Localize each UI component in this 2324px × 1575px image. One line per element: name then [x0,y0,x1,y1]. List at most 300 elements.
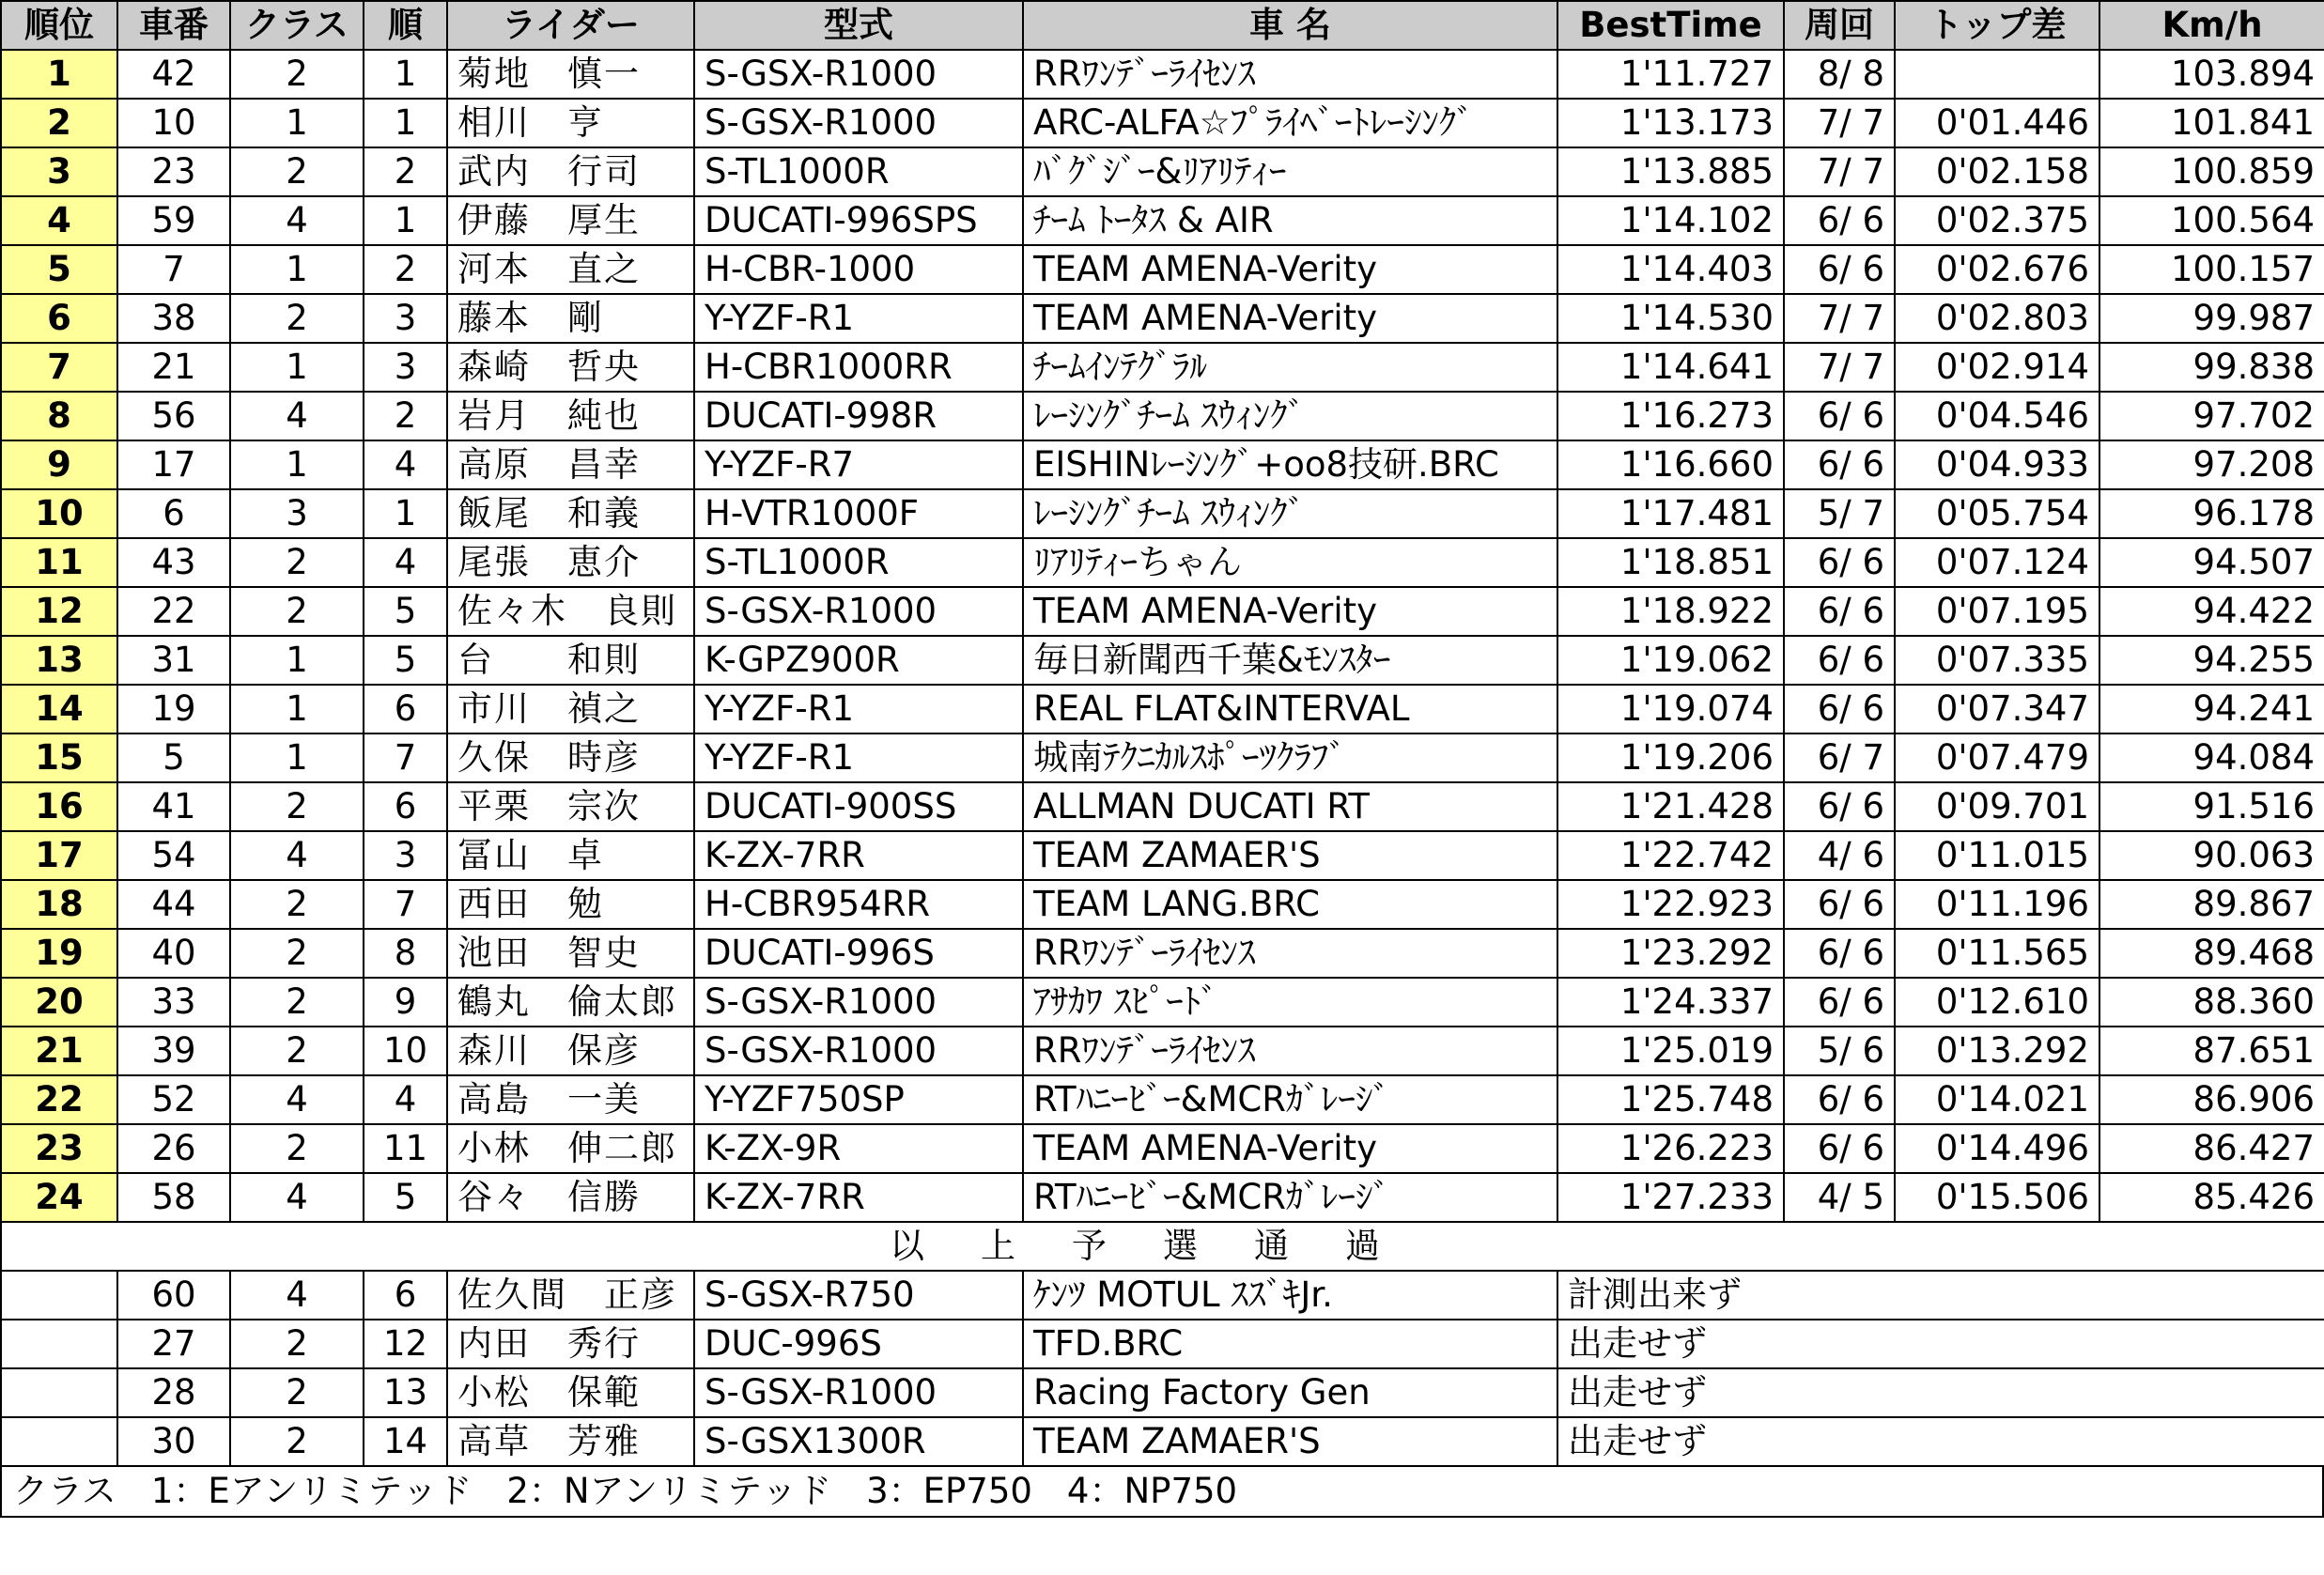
top-gap-cell: 0'07.124 [1895,538,2099,587]
table-row [1,636,2324,685]
table-row [1,831,2324,880]
model-cell: H-VTR1000F [694,489,1023,538]
table-row [1,50,2324,99]
speed-cell: 89.468 [2099,929,2324,978]
table-row [1,1124,2324,1173]
laps-cell: 7/ 7 [1784,99,1895,147]
top-gap-cell: 0'07.195 [1895,587,2099,636]
top-gap-cell: 0'02.803 [1895,294,2099,343]
laps-cell: 6/ 6 [1784,587,1895,636]
laps-cell: 6/ 6 [1784,978,1895,1027]
laps-cell: 7/ 7 [1784,147,1895,196]
laps-cell: 6/ 6 [1784,440,1895,489]
laps-cell: 6/ 6 [1784,685,1895,733]
team-cell: TEAM ZAMAER'S [1023,831,1557,880]
order-cell: 4 [364,1075,447,1124]
top-gap-cell: 0'14.496 [1895,1124,2099,1173]
model-cell: S-GSX-R1000 [694,99,1023,147]
class-cell: 2 [230,587,364,636]
speed-cell: 101.841 [2099,99,2324,147]
laps-cell: 6/ 6 [1784,196,1895,245]
speed-cell: 85.426 [2099,1173,2324,1222]
best-time-cell: 1'19.074 [1557,685,1784,733]
non-qualified-row [1,1368,2324,1417]
top-gap-cell: 0'07.335 [1895,636,2099,685]
speed-cell: 88.360 [2099,978,2324,1027]
position-cell: 12 [1,587,117,636]
laps-cell: 6/ 6 [1784,1124,1895,1173]
rider-cell: 佐久間 正彦 [447,1271,694,1320]
model-cell: DUCATI-996SPS [694,196,1023,245]
model-cell: Y-YZF-R1 [694,733,1023,782]
speed-cell: 97.208 [2099,440,2324,489]
rider-cell: 台 和則 [447,636,694,685]
model-cell: DUCATI-900SS [694,782,1023,831]
model-cell: K-ZX-9R [694,1124,1023,1173]
number-cell: 21 [117,343,230,392]
position-cell: 9 [1,440,117,489]
rider-cell: 小林 伸二郎 [447,1124,694,1173]
team-cell: ﾘｱﾘﾃｨｰちゃん [1023,538,1557,587]
model-cell: K-ZX-7RR [694,1173,1023,1222]
rider-cell: 内田 秀行 [447,1320,694,1368]
speed-cell: 94.084 [2099,733,2324,782]
top-gap-cell: 0'15.506 [1895,1173,2099,1222]
model-cell: H-CBR954RR [694,880,1023,929]
rider-cell: 市川 禎之 [447,685,694,733]
rider-cell: 高原 昌幸 [447,440,694,489]
rider-cell: 西田 勉 [447,880,694,929]
header-row [1,1,2324,50]
position-cell: 10 [1,489,117,538]
position-cell-empty [1,1271,117,1320]
team-cell: TEAM AMENA-Verity [1023,245,1557,294]
top-gap-cell: 0'07.347 [1895,685,2099,733]
class-cell: 1 [230,245,364,294]
top-gap-cell: 0'02.375 [1895,196,2099,245]
rider-cell: 池田 智史 [447,929,694,978]
position-cell: 13 [1,636,117,685]
qualified-banner-row [1,1222,2324,1271]
class-cell: 1 [230,343,364,392]
model-cell: S-GSX1300R [694,1417,1023,1466]
best-time-cell: 1'19.206 [1557,733,1784,782]
number-cell: 27 [117,1320,230,1368]
class-cell: 1 [230,685,364,733]
table-row [1,245,2324,294]
top-gap-cell: 0'11.015 [1895,831,2099,880]
header-number: 車番 [117,1,230,50]
team-cell: TEAM LANG.BRC [1023,880,1557,929]
number-cell: 43 [117,538,230,587]
status-note-cell: 出走せず [1557,1320,2324,1368]
class-legend: クラス 1：Eアンリミテッド 2：Nアンリミテッド 3：EP750 4：NP750 [0,1467,2324,1518]
table-row [1,685,2324,733]
top-gap-cell: 0'14.021 [1895,1075,2099,1124]
order-cell: 7 [364,733,447,782]
model-cell: DUCATI-996S [694,929,1023,978]
position-cell: 8 [1,392,117,440]
model-cell: S-GSX-R1000 [694,587,1023,636]
laps-cell: 6/ 6 [1784,538,1895,587]
number-cell: 7 [117,245,230,294]
laps-cell: 6/ 7 [1784,733,1895,782]
team-cell: ﾚｰｼﾝｸﾞﾁｰﾑ ｽｳｨﾝｸﾞ [1023,392,1557,440]
position-cell: 5 [1,245,117,294]
position-cell: 4 [1,196,117,245]
order-cell: 3 [364,294,447,343]
class-cell: 2 [230,1417,364,1466]
class-cell: 2 [230,538,364,587]
order-cell: 12 [364,1320,447,1368]
team-cell: ARC-ALFA☆ﾌﾟﾗｲﾍﾞｰﾄﾚｰｼﾝｸﾞ [1023,99,1557,147]
order-cell: 4 [364,440,447,489]
header-order: 順 [364,1,447,50]
table-row [1,1173,2324,1222]
top-gap-cell: 0'11.565 [1895,929,2099,978]
position-cell: 20 [1,978,117,1027]
team-cell: ｹﾝﾂ MOTUL ｽｽﾞｷJr. [1023,1271,1557,1320]
top-gap-cell: 0'09.701 [1895,782,2099,831]
non-qualified-row [1,1417,2324,1466]
number-cell: 23 [117,147,230,196]
model-cell: DUCATI-998R [694,392,1023,440]
team-cell: Racing Factory Gen [1023,1368,1557,1417]
class-cell: 3 [230,489,364,538]
number-cell: 54 [117,831,230,880]
number-cell: 41 [117,782,230,831]
top-gap-cell [1895,50,2099,99]
class-cell: 2 [230,782,364,831]
best-time-cell: 1'16.273 [1557,392,1784,440]
top-gap-cell: 0'01.446 [1895,99,2099,147]
speed-cell: 94.241 [2099,685,2324,733]
top-gap-cell: 0'02.158 [1895,147,2099,196]
order-cell: 5 [364,636,447,685]
number-cell: 26 [117,1124,230,1173]
rider-cell: 河本 直之 [447,245,694,294]
team-cell: TEAM AMENA-Verity [1023,587,1557,636]
model-cell: DUC-996S [694,1320,1023,1368]
status-note-cell: 出走せず [1557,1417,2324,1466]
rider-cell: 小松 保範 [447,1368,694,1417]
number-cell: 59 [117,196,230,245]
order-cell: 5 [364,1173,447,1222]
class-cell: 2 [230,294,364,343]
speed-cell: 86.427 [2099,1124,2324,1173]
class-cell: 2 [230,929,364,978]
speed-cell: 96.178 [2099,489,2324,538]
top-gap-cell: 0'13.292 [1895,1027,2099,1075]
team-cell: 毎日新聞西千葉&ﾓﾝｽﾀｰ [1023,636,1557,685]
class-cell: 2 [230,50,364,99]
qualified-banner: 以上予選通過 [1,1222,2324,1271]
rider-cell: 佐々木 良則 [447,587,694,636]
best-time-cell: 1'13.885 [1557,147,1784,196]
number-cell: 56 [117,392,230,440]
number-cell: 58 [117,1173,230,1222]
top-gap-cell: 0'12.610 [1895,978,2099,1027]
class-cell: 4 [230,1075,364,1124]
rider-cell: 武内 行司 [447,147,694,196]
rider-cell: 平栗 宗次 [447,782,694,831]
speed-cell: 99.838 [2099,343,2324,392]
team-cell: ALLMAN DUCATI RT [1023,782,1557,831]
speed-cell: 86.906 [2099,1075,2324,1124]
laps-cell: 6/ 6 [1784,245,1895,294]
order-cell: 1 [364,489,447,538]
table-row [1,1075,2324,1124]
top-gap-cell: 0'04.546 [1895,392,2099,440]
best-time-cell: 1'13.173 [1557,99,1784,147]
team-cell: TFD.BRC [1023,1320,1557,1368]
top-gap-cell: 0'02.676 [1895,245,2099,294]
team-cell: RTﾊﾆｰﾋﾞｰ&MCRｶﾞﾚｰｼﾞ [1023,1075,1557,1124]
position-cell: 14 [1,685,117,733]
position-cell: 15 [1,733,117,782]
number-cell: 22 [117,587,230,636]
order-cell: 1 [364,50,447,99]
rider-cell: 森崎 哲央 [447,343,694,392]
model-cell: S-GSX-R1000 [694,1027,1023,1075]
class-cell: 2 [230,1027,364,1075]
speed-cell: 94.422 [2099,587,2324,636]
position-cell: 1 [1,50,117,99]
table-row [1,196,2324,245]
laps-cell: 4/ 5 [1784,1173,1895,1222]
best-time-cell: 1'18.851 [1557,538,1784,587]
non-qualified-row [1,1271,2324,1320]
best-time-cell: 1'22.742 [1557,831,1784,880]
order-cell: 11 [364,1124,447,1173]
laps-cell: 6/ 6 [1784,929,1895,978]
order-cell: 2 [364,392,447,440]
best-time-cell: 1'14.530 [1557,294,1784,343]
rider-cell: 冨山 卓 [447,831,694,880]
team-cell: 城南ﾃｸﾆｶﾙｽﾎﾟｰﾂｸﾗﾌﾞ [1023,733,1557,782]
order-cell: 3 [364,831,447,880]
laps-cell: 6/ 6 [1784,392,1895,440]
team-cell: RRﾜﾝﾃﾞｰﾗｲｾﾝｽ [1023,50,1557,99]
table-row [1,294,2324,343]
best-time-cell: 1'26.223 [1557,1124,1784,1173]
laps-cell: 7/ 7 [1784,343,1895,392]
best-time-cell: 1'21.428 [1557,782,1784,831]
class-cell: 1 [230,636,364,685]
number-cell: 5 [117,733,230,782]
best-time-cell: 1'24.337 [1557,978,1784,1027]
table-row [1,343,2324,392]
laps-cell: 7/ 7 [1784,294,1895,343]
class-cell: 2 [230,147,364,196]
order-cell: 2 [364,147,447,196]
number-cell: 17 [117,440,230,489]
model-cell: S-GSX-R750 [694,1271,1023,1320]
rider-cell: 森川 保彦 [447,1027,694,1075]
order-cell: 1 [364,99,447,147]
rider-cell: 伊藤 厚生 [447,196,694,245]
class-cell: 2 [230,1124,364,1173]
position-cell: 17 [1,831,117,880]
position-cell: 2 [1,99,117,147]
class-cell: 4 [230,831,364,880]
class-cell: 1 [230,733,364,782]
best-time-cell: 1'22.923 [1557,880,1784,929]
status-note-cell: 計測出来ず [1557,1271,2324,1320]
position-cell: 23 [1,1124,117,1173]
class-cell: 4 [230,1271,364,1320]
table-row [1,147,2324,196]
number-cell: 39 [117,1027,230,1075]
laps-cell: 4/ 6 [1784,831,1895,880]
table-row [1,538,2324,587]
top-gap-cell: 0'02.914 [1895,343,2099,392]
speed-cell: 87.651 [2099,1027,2324,1075]
header-laps: 周回 [1784,1,1895,50]
order-cell: 4 [364,538,447,587]
position-cell: 16 [1,782,117,831]
order-cell: 10 [364,1027,447,1075]
header-rider: ライダー [447,1,694,50]
speed-cell: 99.987 [2099,294,2324,343]
header-position: 順位 [1,1,117,50]
position-cell: 11 [1,538,117,587]
status-note-cell: 出走せず [1557,1368,2324,1417]
best-time-cell: 1'25.019 [1557,1027,1784,1075]
order-cell: 6 [364,782,447,831]
team-cell: TEAM ZAMAER'S [1023,1417,1557,1466]
model-cell: S-GSX-R1000 [694,50,1023,99]
laps-cell: 6/ 6 [1784,1075,1895,1124]
speed-cell: 94.507 [2099,538,2324,587]
rider-cell: 高島 一美 [447,1075,694,1124]
number-cell: 6 [117,489,230,538]
header-speed: Km/h [2099,1,2324,50]
best-time-cell: 1'16.660 [1557,440,1784,489]
header-class: クラス [230,1,364,50]
table-row [1,587,2324,636]
rider-cell: 鶴丸 倫太郎 [447,978,694,1027]
rider-cell: 谷々 信勝 [447,1173,694,1222]
results-body [1,50,2324,1466]
number-cell: 38 [117,294,230,343]
order-cell: 14 [364,1417,447,1466]
class-cell: 1 [230,440,364,489]
top-gap-cell: 0'04.933 [1895,440,2099,489]
rider-cell: 尾張 恵介 [447,538,694,587]
model-cell: S-TL1000R [694,538,1023,587]
laps-cell: 6/ 6 [1784,636,1895,685]
number-cell: 30 [117,1417,230,1466]
class-cell: 1 [230,99,364,147]
class-cell: 4 [230,196,364,245]
rider-cell: 藤本 剛 [447,294,694,343]
table-row [1,733,2324,782]
team-cell: RTﾊﾆｰﾋﾞｰ&MCRｶﾞﾚｰｼﾞ [1023,1173,1557,1222]
order-cell: 5 [364,587,447,636]
top-gap-cell: 0'05.754 [1895,489,2099,538]
speed-cell: 103.894 [2099,50,2324,99]
laps-cell: 8/ 8 [1784,50,1895,99]
speed-cell: 90.063 [2099,831,2324,880]
rider-cell: 久保 時彦 [447,733,694,782]
header-top-gap: トップ差 [1895,1,2099,50]
best-time-cell: 1'14.641 [1557,343,1784,392]
best-time-cell: 1'19.062 [1557,636,1784,685]
order-cell: 6 [364,685,447,733]
table-row [1,1027,2324,1075]
model-cell: H-CBR-1000 [694,245,1023,294]
speed-cell: 89.867 [2099,880,2324,929]
model-cell: H-CBR1000RR [694,343,1023,392]
number-cell: 42 [117,50,230,99]
position-cell: 6 [1,294,117,343]
class-cell: 4 [230,392,364,440]
best-time-cell: 1'11.727 [1557,50,1784,99]
order-cell: 2 [364,245,447,294]
rider-cell: 相川 亨 [447,99,694,147]
class-cell: 2 [230,1320,364,1368]
model-cell: S-GSX-R1000 [694,978,1023,1027]
top-gap-cell: 0'07.479 [1895,733,2099,782]
team-cell: ﾊﾞｸﾞｼﾞｰ&ﾘｱﾘﾃｨｰ [1023,147,1557,196]
header-team: 車 名 [1023,1,1557,50]
top-gap-cell: 0'11.196 [1895,880,2099,929]
table-row [1,782,2324,831]
order-cell: 9 [364,978,447,1027]
number-cell: 44 [117,880,230,929]
number-cell: 31 [117,636,230,685]
team-cell: RRﾜﾝﾃﾞｰﾗｲｾﾝｽ [1023,929,1557,978]
model-cell: S-GSX-R1000 [694,1368,1023,1417]
class-cell: 2 [230,880,364,929]
laps-cell: 5/ 7 [1784,489,1895,538]
team-cell: TEAM AMENA-Verity [1023,294,1557,343]
table-row [1,880,2324,929]
speed-cell: 91.516 [2099,782,2324,831]
speed-cell: 100.859 [2099,147,2324,196]
number-cell: 60 [117,1271,230,1320]
table-row [1,440,2324,489]
order-cell: 3 [364,343,447,392]
rider-cell: 岩月 純也 [447,392,694,440]
order-cell: 13 [364,1368,447,1417]
number-cell: 33 [117,978,230,1027]
speed-cell: 100.157 [2099,245,2324,294]
position-cell: 7 [1,343,117,392]
class-cell: 4 [230,1173,364,1222]
speed-cell: 100.564 [2099,196,2324,245]
best-time-cell: 1'27.233 [1557,1173,1784,1222]
number-cell: 52 [117,1075,230,1124]
class-cell: 2 [230,1368,364,1417]
rider-cell: 菊地 慎一 [447,50,694,99]
model-cell: S-TL1000R [694,147,1023,196]
position-cell: 3 [1,147,117,196]
model-cell: Y-YZF-R7 [694,440,1023,489]
table-row [1,978,2324,1027]
team-cell: RRﾜﾝﾃﾞｰﾗｲｾﾝｽ [1023,1027,1557,1075]
team-cell: ﾁｰﾑｲﾝﾃｸﾞﾗﾙ [1023,343,1557,392]
order-cell: 6 [364,1271,447,1320]
best-time-cell: 1'14.102 [1557,196,1784,245]
number-cell: 19 [117,685,230,733]
model-cell: K-ZX-7RR [694,831,1023,880]
speed-cell: 94.255 [2099,636,2324,685]
position-cell: 22 [1,1075,117,1124]
position-cell: 19 [1,929,117,978]
rider-cell: 飯尾 和義 [447,489,694,538]
